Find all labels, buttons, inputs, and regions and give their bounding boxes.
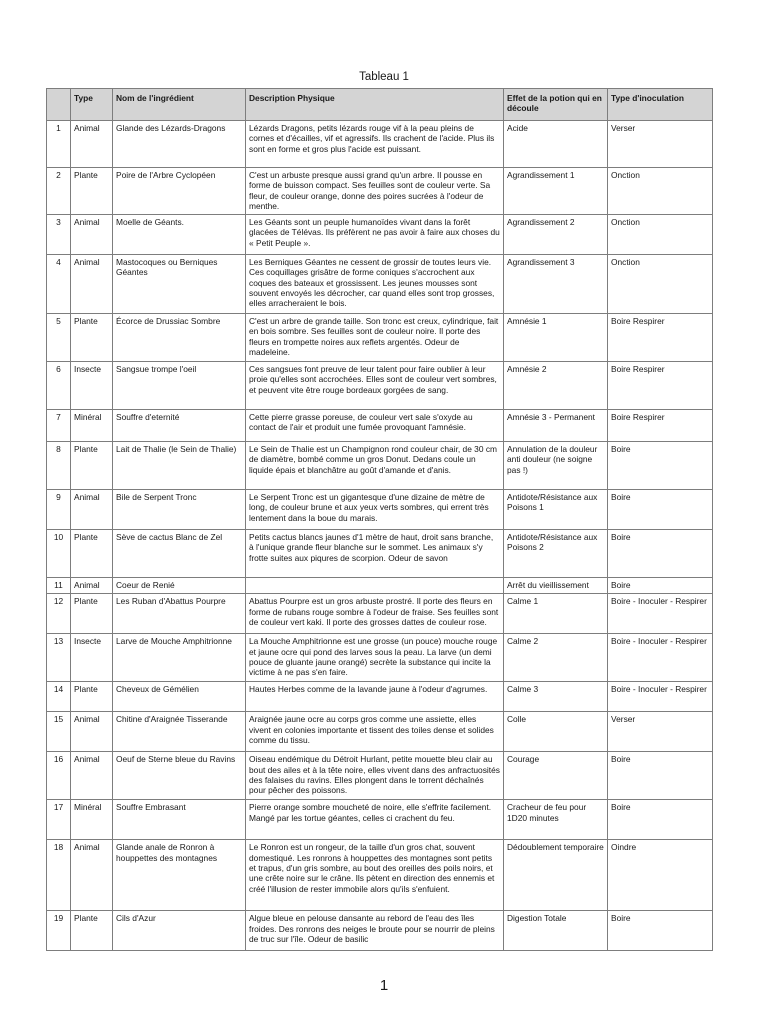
cell-effect: Agrandissement 1: [504, 168, 608, 215]
table-row: [47, 255, 713, 314]
cell-number: 15: [47, 712, 71, 752]
cell-effect: Arrêt du vieillissement: [504, 578, 608, 594]
cell-effect: Calme 2: [504, 634, 608, 682]
cell-description: C'est un arbre de grande taille. Son tronc est creux, cylindrique, fait en bois sombre. Ses feuilles sont de couleur noire. Il porte des fleurs en trompette noires aux reflets argentés. Odeur de madeleine.: [246, 314, 504, 362]
table-row: [47, 121, 713, 168]
cell-inoculation: Boire Respirer: [608, 362, 713, 410]
cell-effect: Amnésie 1: [504, 314, 608, 362]
ingredients-table: [46, 88, 713, 951]
cell-description: C'est un arbuste presque aussi grand qu'un arbre. Il pousse en forme de buisson compact. Ses feuilles sont de couleur verte. Sa fleur, de couleur orange, donne des poires sucrées à l'odeur de menthe.: [246, 168, 504, 215]
table-row: [47, 634, 713, 682]
cell-ingredient-name: Cils d'Azur: [113, 911, 246, 951]
cell-description: Ces sangsues font preuve de leur talent pour faire oublier à leur proie qu'elles sont accrochées. Elles sont de couleur vert sombres, et peuvent vite être rouge bordeaux gorgées de sang.: [246, 362, 504, 410]
cell-type: Plante: [71, 594, 113, 634]
cell-ingredient-name: Cheveux de Gémélien: [113, 682, 246, 712]
table-row: [47, 800, 713, 840]
cell-type: Minéral: [71, 800, 113, 840]
cell-description: Abattus Pourpre est un gros arbuste prostré. Il porte des fleurs en forme de rubans rouge sombre à l'odeur de fraise. Ses feuilles sont de couleur vert kaki. Il porte des grosses dattes de couleur rose.: [246, 594, 504, 634]
cell-inoculation: Oindre: [608, 840, 713, 911]
table-row: [47, 362, 713, 410]
header-inoculation-type: Type d'inoculation: [608, 89, 713, 121]
cell-inoculation: Boire - Inoculer - Respirer: [608, 682, 713, 712]
cell-ingredient-name: Sangsue trompe l'oeil: [113, 362, 246, 410]
table-row: [47, 314, 713, 362]
cell-inoculation: Boire: [608, 578, 713, 594]
cell-number: 6: [47, 362, 71, 410]
cell-type: Animal: [71, 215, 113, 255]
table-row: [47, 530, 713, 578]
cell-type: Animal: [71, 121, 113, 168]
cell-number: 10: [47, 530, 71, 578]
cell-effect: Cracheur de feu pour 1D20 minutes: [504, 800, 608, 840]
cell-inoculation: Boire: [608, 911, 713, 951]
page-number: 1: [379, 977, 389, 994]
cell-number: 14: [47, 682, 71, 712]
cell-ingredient-name: Souffre d'eternité: [113, 410, 246, 442]
cell-type: Plante: [71, 314, 113, 362]
cell-inoculation: Boire - Inoculer - Respirer: [608, 634, 713, 682]
cell-number: 11: [47, 578, 71, 594]
cell-type: Minéral: [71, 410, 113, 442]
cell-description: Petits cactus blancs jaunes d'1 mètre de haut, droit sans branche, à l'unique grande fleur blanche sur le sommet. Les animaux s'y frotte suites aux piqures de scorpion. Odeur de savon: [246, 530, 504, 578]
table-row: [47, 752, 713, 800]
cell-ingredient-name: Les Ruban d'Abattus Pourpre: [113, 594, 246, 634]
cell-inoculation: Boire: [608, 490, 713, 530]
cell-effect: Calme 3: [504, 682, 608, 712]
cell-number: 4: [47, 255, 71, 314]
cell-effect: Colle: [504, 712, 608, 752]
cell-ingredient-name: Glande anale de Ronron à houppettes des montagnes: [113, 840, 246, 911]
table-header-row: [47, 89, 713, 121]
cell-effect: Amnésie 3 - Permanent: [504, 410, 608, 442]
cell-type: Insecte: [71, 362, 113, 410]
cell-number: 1: [47, 121, 71, 168]
cell-number: 17: [47, 800, 71, 840]
cell-number: 8: [47, 442, 71, 490]
cell-number: 5: [47, 314, 71, 362]
cell-description: Le Ronron est un rongeur, de la taille d'un gros chat, souvent domestiqué. Les ronrons à houppettes des montagnes sont petits et trapus, d'un gris sombre, au bout des oreilles des poils noirs, et une crête noire sur le crâne. Ils pètent en direction des ennemis et créé l'illusion de rester immobile alors qu'ils s'enfuient.: [246, 840, 504, 911]
cell-type: Animal: [71, 752, 113, 800]
cell-effect: Agrandissement 3: [504, 255, 608, 314]
cell-ingredient-name: Lait de Thalie (le Sein de Thalie): [113, 442, 246, 490]
cell-type: Plante: [71, 911, 113, 951]
cell-type: Plante: [71, 442, 113, 490]
cell-type: Animal: [71, 840, 113, 911]
cell-ingredient-name: Bile de Serpent Tronc: [113, 490, 246, 530]
cell-number: 7: [47, 410, 71, 442]
cell-description: Pierre orange sombre moucheté de noire, elle s'effrite facilement. Mangé par les tortue géantes, celles ci crachent du feu.: [246, 800, 504, 840]
cell-ingredient-name: Sève de cactus Blanc de Zel: [113, 530, 246, 578]
cell-type: Insecte: [71, 634, 113, 682]
table-caption: Tableau 1: [359, 71, 409, 83]
table-row: [47, 410, 713, 442]
cell-ingredient-name: Moelle de Géants.: [113, 215, 246, 255]
cell-type: Animal: [71, 712, 113, 752]
cell-ingredient-name: Chitine d'Araignée Tisserande: [113, 712, 246, 752]
cell-description: Les Géants sont un peuple humanoïdes vivant dans la forêt glacées de Télévas. Ils préfèrent ne pas avoir à faire aux choses du « Petit Peuple ».: [246, 215, 504, 255]
header-ingredient-name: Nom de l'ingrédient: [113, 89, 246, 121]
cell-inoculation: Onction: [608, 168, 713, 215]
cell-effect: Amnésie 2: [504, 362, 608, 410]
cell-description: Le Sein de Thalie est un Champignon rond couleur chair, de 30 cm de diamètre, bombé comme un gros Donut. Dedans coule un liquide épais et blanchâtre au goût d'amande et d'anis.: [246, 442, 504, 490]
cell-inoculation: Verser: [608, 712, 713, 752]
cell-inoculation: Boire - Inoculer - Respirer: [608, 594, 713, 634]
cell-effect: Dédoublement temporaire: [504, 840, 608, 911]
header-type: Type: [71, 89, 113, 121]
cell-description: Algue bleue en pelouse dansante au rebord de l'eau des îles froides. Des ronrons des neiges le broute pour se nourrir de pleins de truc sur l'île. Odeur de basilic: [246, 911, 504, 951]
table-row: [47, 682, 713, 712]
cell-inoculation: Boire: [608, 442, 713, 490]
cell-ingredient-name: Poire de l'Arbre Cyclopéen: [113, 168, 246, 215]
cell-number: 3: [47, 215, 71, 255]
cell-number: 13: [47, 634, 71, 682]
cell-effect: Antidote/Résistance aux Poisons 1: [504, 490, 608, 530]
cell-inoculation: Verser: [608, 121, 713, 168]
cell-number: 2: [47, 168, 71, 215]
table-row: [47, 840, 713, 911]
table-row: [47, 442, 713, 490]
cell-inoculation: Boire: [608, 752, 713, 800]
cell-description: Lézards Dragons, petits lézards rouge vif à la peau pleins de cornes et d'écailles, vif et agressifs. Ils crachent de l'acide. Plus ils sont en forme et gros plus l'acide est puissant.: [246, 121, 504, 168]
cell-type: Plante: [71, 682, 113, 712]
table-row: [47, 712, 713, 752]
header-physical-description: Description Physique: [246, 89, 504, 121]
cell-type: Plante: [71, 168, 113, 215]
cell-type: Plante: [71, 530, 113, 578]
header-number: [47, 89, 71, 121]
table-row: [47, 578, 713, 594]
cell-description: La Mouche Amphitrionne est une grosse (un pouce) mouche rouge et jaune ocre qui pond des larves sous la peau. La larve (un demi pouce de gluante jaune orangé) secrète la substance qui incite la victime à ne pas s'en faire.: [246, 634, 504, 682]
cell-ingredient-name: Mastocoques ou Berniques Géantes: [113, 255, 246, 314]
cell-number: 12: [47, 594, 71, 634]
cell-description: Cette pierre grasse poreuse, de couleur vert sale s'oxyde au contact de l'air et produit une fumée provoquant l'amnésie.: [246, 410, 504, 442]
table-body: [47, 121, 713, 951]
cell-inoculation: Boire: [608, 800, 713, 840]
table-row: [47, 215, 713, 255]
cell-description: Hautes Herbes comme de la lavande jaune à l'odeur d'agrumes.: [246, 682, 504, 712]
cell-number: 16: [47, 752, 71, 800]
cell-description: Le Serpent Tronc est un gigantesque d'une dizaine de mètre de long, de couleur brune et aux yeux verts sombres, qui errent très lentement dans la boue du marais.: [246, 490, 504, 530]
cell-number: 9: [47, 490, 71, 530]
cell-effect: Acide: [504, 121, 608, 168]
cell-type: Animal: [71, 490, 113, 530]
cell-type: Animal: [71, 255, 113, 314]
cell-description: Araignée jaune ocre au corps gros comme une assiette, elles vivent en colonies importante et tissent des toiles dense et solides comme du tissu.: [246, 712, 504, 752]
cell-inoculation: Boire Respirer: [608, 314, 713, 362]
cell-ingredient-name: Glande des Lézards-Dragons: [113, 121, 246, 168]
cell-effect: Antidote/Résistance aux Poisons 2: [504, 530, 608, 578]
cell-ingredient-name: Souffre Embrasant: [113, 800, 246, 840]
cell-description: Oiseau endémique du Détroit Hurlant, petite mouette bleu clair au bout des ailes et à la tête noire, elles vivent dans des anfractuosités des falaises du ravins. Elles plongent dans le torrent déchaînés pour pêcher des poissons.: [246, 752, 504, 800]
cell-ingredient-name: Coeur de Renié: [113, 578, 246, 594]
cell-description: Les Berniques Géantes ne cessent de grossir de toutes leurs vie. Ces coquillages grisâtre de forme coniques s'accrochent aux coques des bateaux et grossissent. Les jeunes mousses sont souvent envoyés les décrocher, car quand elles sont trop grosses, elles arracheraient le bois.: [246, 255, 504, 314]
cell-ingredient-name: Larve de Mouche Amphitrionne: [113, 634, 246, 682]
cell-effect: Courage: [504, 752, 608, 800]
cell-number: 19: [47, 911, 71, 951]
cell-ingredient-name: Écorce de Drussiac Sombre: [113, 314, 246, 362]
cell-type: Animal: [71, 578, 113, 594]
table-row: [47, 594, 713, 634]
cell-ingredient-name: Oeuf de Sterne bleue du Ravins: [113, 752, 246, 800]
header-potion-effect: Effet de la potion qui en découle: [504, 89, 608, 121]
cell-effect: Digestion Totale: [504, 911, 608, 951]
cell-effect: Agrandissement 2: [504, 215, 608, 255]
cell-inoculation: Onction: [608, 215, 713, 255]
cell-effect: Calme 1: [504, 594, 608, 634]
cell-number: 18: [47, 840, 71, 911]
cell-description: [246, 578, 504, 594]
cell-inoculation: Onction: [608, 255, 713, 314]
cell-inoculation: Boire Respirer: [608, 410, 713, 442]
table-row: [47, 168, 713, 215]
table-row: [47, 911, 713, 951]
table-row: [47, 490, 713, 530]
cell-effect: Annulation de la douleur anti douleur (ne soigne pas !): [504, 442, 608, 490]
cell-inoculation: Boire: [608, 530, 713, 578]
